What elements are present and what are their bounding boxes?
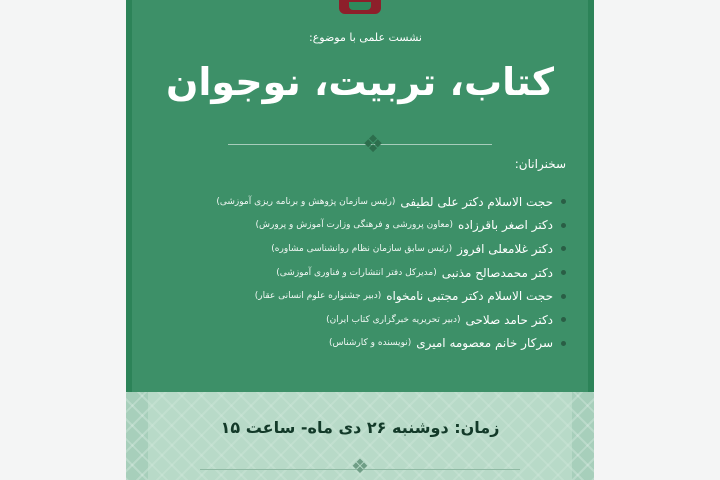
subtitle: نشست علمی با موضوع:	[309, 31, 422, 44]
bullet-icon	[561, 317, 566, 322]
list-item	[216, 214, 566, 238]
speaker-name: دکتر محمدصالح مذنبی	[441, 265, 553, 280]
bullet-icon	[561, 246, 566, 251]
speaker-name: دکتر اصغر باقرزاده	[458, 218, 553, 233]
speaker-role: (دبیر تحریریه خبرگزاری کتاب ایران)	[326, 314, 461, 325]
speaker-role: (مدیرکل دفتر انتشارات و فناوری آموزشی)	[276, 267, 437, 278]
speaker-name: حجت الاسلام دکتر مجتبی نامخواه	[386, 289, 553, 304]
speaker-role: (رئیس سابق سازمان نظام روانشناسی مشاوره)	[271, 243, 453, 254]
bullet-icon	[561, 294, 566, 299]
speaker-name: سرکار خانم معصومه امیری	[416, 336, 553, 351]
list-item	[216, 261, 566, 285]
list-item	[216, 308, 566, 332]
page-title: کتاب، تربیت، نوجوان	[165, 60, 555, 104]
right-margin	[594, 0, 720, 480]
speaker-role: (نویسنده و کارشناس)	[328, 338, 412, 349]
emblem-icon	[339, 0, 381, 14]
speaker-name: دکتر غلامعلی افروز	[457, 241, 553, 256]
list-item	[216, 237, 566, 261]
bullet-icon	[561, 270, 566, 275]
speaker-name: دکتر حامد صلاحی	[465, 312, 553, 327]
bullet-icon	[561, 199, 566, 204]
speaker-role: (معاون پرورشی و فرهنگی وزارت آموزش و پرورش)	[255, 220, 454, 231]
ornament-icon: ❖	[362, 130, 384, 158]
list-item	[216, 190, 566, 214]
divider	[228, 144, 492, 145]
speaker-role: (دبیر جشنواره علوم انسانی عقار)	[254, 291, 382, 302]
speaker-role: (رئیس سازمان پژوهش و برنامه ریزی آموزشی)	[216, 196, 396, 207]
event-time: زمان: دوشنبه ۲۶ دی ماه- ساعت ۱۵	[220, 418, 500, 437]
left-margin	[0, 0, 126, 480]
speaker-name: حجت الاسلام دکتر علی لطیفی	[400, 194, 553, 209]
speakers-heading: سخنرانان:	[514, 157, 566, 171]
bullet-icon	[561, 223, 566, 228]
list-item	[216, 284, 566, 308]
speakers-list	[216, 190, 566, 355]
bullet-icon	[561, 341, 566, 346]
ornament-icon: ❖	[351, 454, 369, 478]
list-item	[216, 332, 566, 356]
